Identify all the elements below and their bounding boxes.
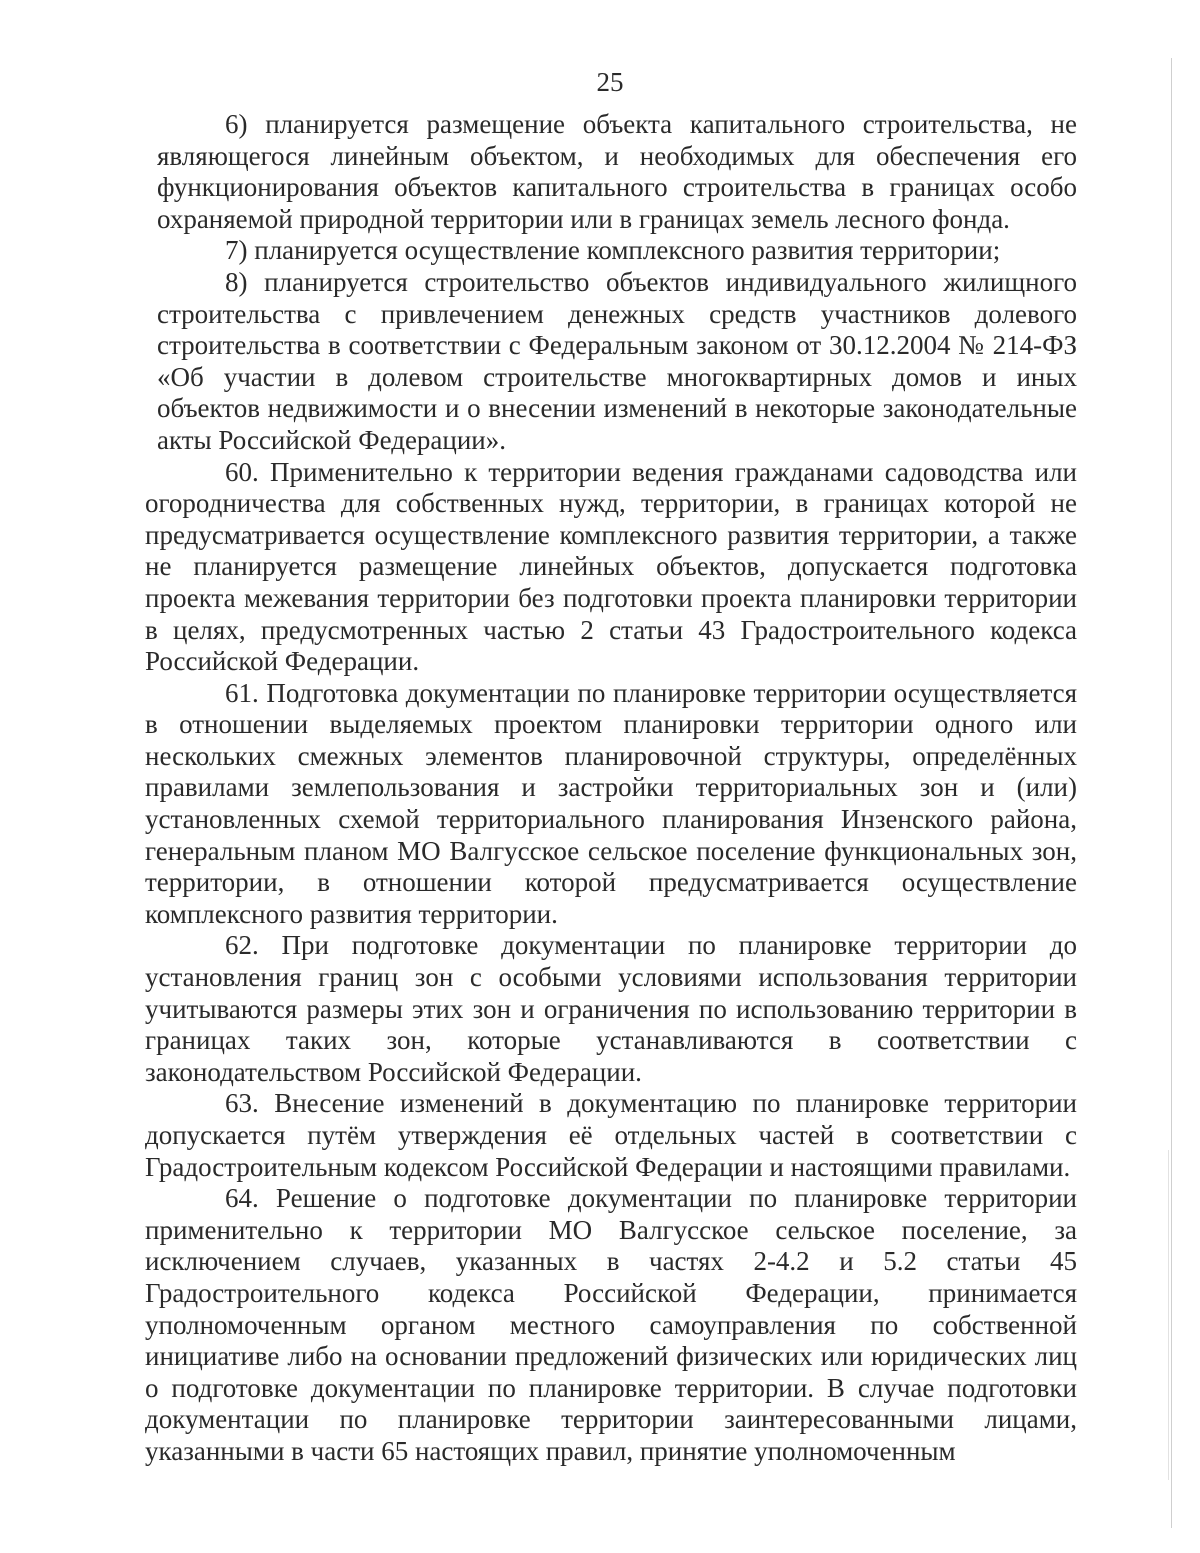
paragraph-60: 60. Применительно к территории ведения гражданами садоводства или огородничества для собственных нужд, территории, в границах которой не предусматривается осуществление комплексного развития территории, а также не планируется размещение линейных объектов, допускается подготовка проекта межевания территории без подготовки проекта планировки территории в целях, предусмотренных частью 2 статьи 43 Градостроительного кодекса Российской Федерации.	[145, 456, 1077, 677]
document-body	[145, 109, 1077, 1468]
list-item-6: 6) планируется размещение объекта капитального строительства, не являющегося линейным объектом, и необходимых для обеспечения его функционирования объектов капитального строительства в границах особо охраняемой природной территории или в границах земель лесного фонда.	[157, 109, 1077, 234]
list-item-8: 8) планируется строительство объектов индивидуального жилищного строительства с привлечением денежных средств участников долевого строительства в соответствии с Федеральным законом от 30.12.2004 № 214-ФЗ «Об участии в долевом строительстве многоквартирных домов и иных объектов недвижимости и о внесении изменений в некоторые законодательные акты Российской Федерации».	[157, 266, 1077, 455]
paragraph-63: 63. Внесение изменений в документацию по планировке территории допускается путём утверждения её отдельных частей в соответствии с Градостроительным кодексом Российской Федерации и настоящими правилами.	[145, 1088, 1077, 1182]
paragraph-61: 61. Подготовка документации по планировке территории осуществляется в отношении выделяемых проектом планировки территории одного или нескольких смежных элементов планировочной структуры, определённых правилами землепользования и застройки территориальных зон и (или) установленных схемой территориального планирования Инзенского района, генеральным планом МО Валгусское сельское поселение функциональных зон, территории, в отношении которой предусматривается осуществление комплексного развития территории.	[145, 677, 1077, 929]
paragraph-64: 64. Решение о подготовке документации по планировке территории применительно к территории МО Валгусское сельское поселение, за исключением случаев, указанных в частях 2-4.2 и 5.2 статьи 45 Градостроительного кодекса Российской Федерации, принимается уполномоченным органом местного самоуправления по собственной инициативе либо на основании предложений физических или юридических лиц о подготовке документации по планировке территории. В случае подготовки документации по планировке территории заинтересованными лицами, указанными в части 65 настоящих правил, принятие уполномоченным	[145, 1183, 1077, 1466]
page-number: 25	[596, 67, 624, 97]
list-item-7: 7) планируется осуществление комплексного развития территории;	[225, 235, 1001, 266]
scan-edge-line-secondary	[1168, 1150, 1169, 1480]
scan-edge-line	[1171, 58, 1172, 1528]
paragraph-62: 62. При подготовке документации по планировке территории до установления границ зон с особыми условиями использования территории учитываются размеры этих зон и ограничения по использованию территории в границах таких зон, которые устанавливаются в соответствии с законодательством Российской Федерации.	[145, 930, 1077, 1087]
